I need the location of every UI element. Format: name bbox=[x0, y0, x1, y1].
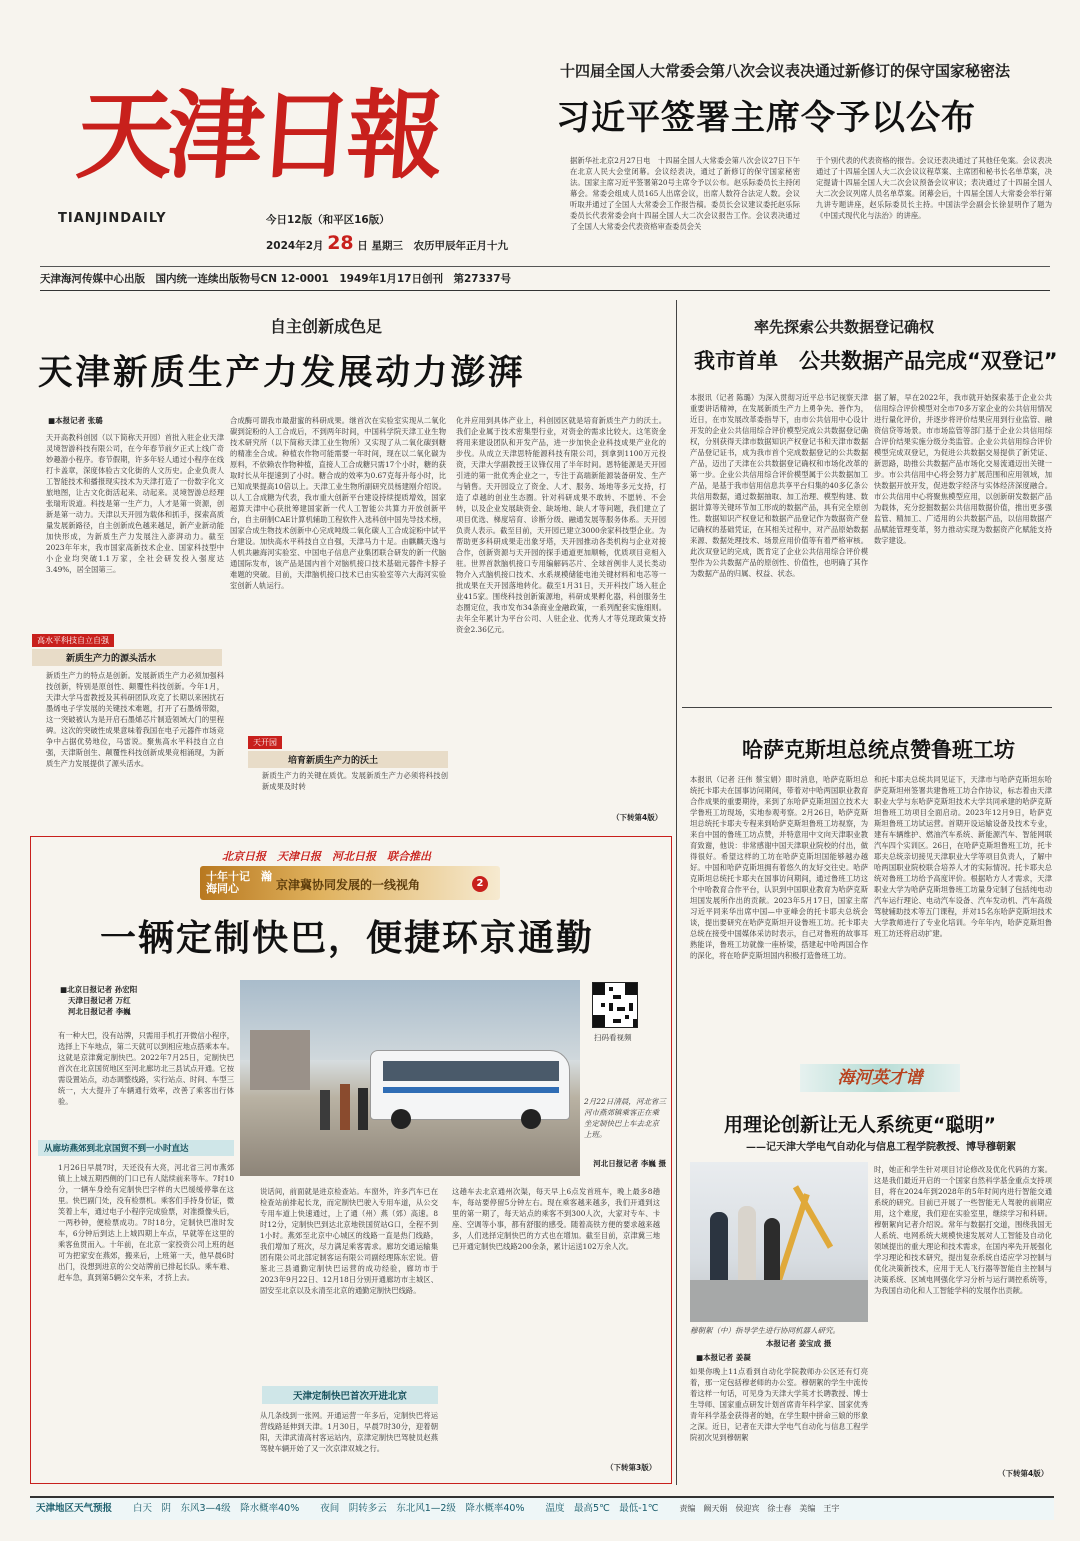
lead-col2: 合成酶可谓我市最甜蜜的科研成果。继首次在实验室实现从二氧化碳到淀粉的人工合成后，不到两年时间，中国科学院天津工业生物技术研究所（以下简称天津工业生物所）又实现了从二氧化碳到糖的精准全合成。种植农作物可能需要一年时间，现在以二氧化碳为原料，不依赖农作物种植，直接人工合成糖只需17个小时，糖的获取时长从年提速到了小时。糖合成的效率为0.67克每升每小时，比已知成果提高10倍以上。天津工业生物所副研究员杨建刚介绍说。以人工合成糖为代表，我市重大创新平台建设持续提质增效，国家超算天津中心获批筹建国家新一代人工智能公共算力开放创新平台，自主研制CAE计算机辅助工程软件入选科创中国先导技术榜，国家合成生物技术创新中心完成吨级二氧化碳人工合成淀粉中试平台建设。加快高水平科技自立自强，天津马力十足。由麒麟天逸与人机共融海河实验室、中国电子信息产业集团联合研发的新一代脑通国际发布，该产品是国内首个对脑机接口技术基础元器件卡脖子难题的突破。目前，天津脑机接口技术已由实验室等六大海河实验室创新人轨运行。 bbox=[230, 416, 446, 590]
talent-photo-caption: 穆朝絮（中）指导学生进行协同机器人研究。 bbox=[690, 1326, 840, 1335]
data-col1: 本报讯（记者 陈璐）为深入贯彻习近平总书记视察天津重要讲话精神，在发展新质生产力上勇争先、善作为，近日，在市发展改革委指导下，由市公共信用中心设计开发的企业公共信用综合评价模型完成公共数据登记确权，分别获得天津市数据知识产权登记书和天津市数据产品登记证书，成为我市首个完成数据登记的公共数据产品，迈出了天津在公共数据登记确权和市场化改革的第一步。企业公共信用综合评价模型属于公共数据加工产品，是基于我市信用信息共享平台归集的40多亿条公共信用数据，通过数据抽取、加工治理、模型构建、数据计算等关键环节加工形成的数据产品，具有完全原创性。数据知识产权登记和数据产品登记作为数据资产登记确权的基础凭证，在其相关过程中，对产品原始数据来源、数据处理技术、场景应用价值等有着严格审核。此次双登记的完成，既肯定了企业公共信用综合评价模型作为公共数据产品的原创性、价值性，也明确了其作为数据产品的归属、权益、状态。 bbox=[690, 393, 868, 578]
lead-tag1: 高水平科技自立自强 bbox=[32, 634, 114, 647]
lead-tag1-wrap bbox=[32, 628, 222, 666]
talent-photo bbox=[690, 1162, 868, 1322]
data-col2: 据了解，早在2022年，我市就开始探索基于企业公共信用综合评价模型对全市70多万家企业的公共信用情况进行量化评价，并逐步将评价结果应用到行业监管、融资信贷等场景。市市场监管等部门基于企业公共信用综合评价结果实施分级分类监管。企业公共信用综合评价模型完成双登记，为促进公共数据交易提供了新凭证、新思路，助推公共数据产品市场化交易流通迈出关键一步。市公共信用中心将会努力扩展范围和应用领域，加快数据开放开发，促进数字经济与实体经济深度融合。市公共信用中心将聚焦模型应用，以创新研发数据产品为载体，充分挖掘数据公共信用数据价值，推出更多强监管、精加工、广适用的公共数据产品，以信用数据产品赋能管理变革，努力推动实现为数据资产化赋能支持数字建设。 bbox=[874, 393, 1052, 545]
date-day: 28 bbox=[327, 232, 354, 254]
top-story-headline: 习近平签署主席令予以公布 bbox=[556, 98, 976, 138]
publisher-line: 天津海河传媒中心出版 国内统一连续出版物号CN 12-0001 1949年1月17日创刊 第27337号 bbox=[40, 266, 1050, 291]
bus-photo-caption: 2月22日清晨，河北省三河市燕郊镇乘客正在乘坐定制快巴上车去北京上班。 bbox=[584, 1097, 666, 1139]
weather-day: 白天 阴 东风3—4级 降水概率40% bbox=[133, 1503, 300, 1514]
editors: 责编 阚天娟 侯迎宾 徐士春 美编 王宇 bbox=[679, 1504, 840, 1513]
kazakh-col2: 和托卡耶夫总统共同见证下，天津市与哈萨克斯坦东哈萨克斯坦州签署共建鲁班工坊合作协议，标志着由天津职业大学与东哈萨克斯坦技术大学共同承建的哈萨克斯坦鲁班工坊项目全面启动。2023年12月9日，哈萨克斯坦鲁班工坊试运营。首期开设运输设备及技术专业，建有车辆维护、燃油汽车系统、新能源汽车、智能网联汽车四个实训区。26日，在哈萨克斯坦鲁班工坊，托卡耶夫总统亲切接见天津职业大学等项目负责人，了解中哈两国职业院校联合培养人才的实际情况。托卡耶夫总统对鲁班工坊给予高度评价。根据哈方人才需求，天津职业大学为哈萨克斯坦鲁班工坊量身定制了包括纯电动汽车运行理论、电动汽车设备、汽车发动机、汽车高级驾驶辅助技术等五门课程，并对15名东哈萨克斯坦技术大学教师进行了专业化培训。今年年内，哈萨克斯坦鲁班工坊还将启动扩建。 bbox=[874, 775, 1052, 938]
bus-col3: 这趟车去北京通州次渠，每天早上6点发首班车，晚上最多8趟车，每站要停留5分钟左右。现在乘客越来越多，我们开通到这里的第一期了，每天站点的乘客不到300人次，大家对专车、卡座、空调等小事，都有舒服的感受。随着高铁方便的要求越来越多，人们选择定制快巴的方式也在增加。截至目前，京津冀三地已开通定制快巴线路200余条，累计运送102万余人次。 bbox=[452, 1187, 660, 1251]
bus-continue[interactable]: （下转第3版） bbox=[606, 1463, 657, 1472]
logo-pinyin: TIANJINDAILY bbox=[58, 211, 167, 226]
bus-sub2: 天津定制快巴首次开进北京 bbox=[262, 1386, 438, 1404]
edition: 今日12版（和平区16版） bbox=[266, 214, 390, 226]
lead-tag2: 天开园 bbox=[248, 736, 282, 749]
talent-headline: 用理论创新让无人系统更“聪明” bbox=[724, 1114, 996, 1136]
kazakh-headline: 哈萨克斯坦总统点赞鲁班工坊 bbox=[742, 738, 1015, 762]
bus-series-number: 2 bbox=[472, 876, 488, 892]
data-headline: 我市首单 公共数据产品完成“双登记” bbox=[694, 349, 1058, 373]
talent-photo-credit: 本报记者 姜宝成 摄 bbox=[766, 1339, 832, 1348]
weather-label: 天津地区天气预报 bbox=[36, 1503, 113, 1514]
data-kicker: 率先探索公共数据登记确权 bbox=[754, 318, 935, 336]
lead-col3: 化并应用到具体产业上，科创园区就是培育新质生产力的沃土。我们企业属于技术密集型行业，对资金的需求比较大。这笔资金将用来建设团队和开发产品，进一步加快企业科技成果产业化的步伐。从成立天津思特能源科技有限公司，到拿到1100万元投资，天津大学副教授王议锋仅用了半年时间。恩特能源是天开园引进的第一批优秀企业之一，专注于高端新能源装备研发、生产与销售。天开园设立了资金、人才、服务、场地等多元支持，打造了卓越的创业生态圈。针对科研成果不敢转、不愿转、不会转，以及企业发展缺资金、缺场地、缺人才等问题，我们建立了项目优选、梯度培育、诊断分级、融通发展等服务体系。天开园负责人表示。截至目前，天开园已建立3000余家科技型企业。为帮助更多科研成果走出象牙塔，天开园推动各类机构与企业对接合作，创新资源与天开园的探手通道更加顺畅，优质项目竞相入驻。世界首款脑机接口专用编解码芯片、全球首例非人灵长类动物介入式脑机接口技术、水系规模储能电池关键材料和电芯等一批成果在天开园落地转化。截至1月31日，天开科技广场入驻企业415家。围绕科技创新策源地，科研成果孵化器，科创服务生态圈定位，我市发布34条商业金融政策，一系列配套实施细则。去年全年累计为平台公司、人驻企业、优秀人才等兑现政策支持资金2.36亿元。 bbox=[456, 416, 666, 634]
lead-continue[interactable]: （下转第4版） bbox=[612, 813, 663, 822]
lead-sub1: 新质生产力的源头活水 bbox=[32, 649, 222, 666]
lead-kicker: 自主创新成色足 bbox=[270, 317, 383, 336]
talent-banner: 海河英才谱 bbox=[800, 1064, 960, 1092]
bus-col2b: 从几条线到一张网。开通运营一年多后，定制快巴将运营线路延伸到天津。1月30日，早晨7时30分，迎着朝阳，天津武清高村客运站内，京津定制快巴驾驶员赵燕驾驶车辆开始了又一次京津双城之行。 bbox=[260, 1411, 438, 1453]
top-story-body-right: 于个别代表的代表资格的报告。会议还表决通过了其他任免案。会议表决通过了十四届全国人大二次会议议程草案、主席团和秘书长名单草案，决定提请十四届全国人大二次会议预备会议审议；表决通过了十四届全国人大二次会议列席人员名单草案。闭幕会后，十四届全国人大常委会举行第九讲专题讲座，赵乐际委员长主持。中国法学会副会长徐显明作了题为《中国式现代化与法治》的讲座。 bbox=[816, 156, 1052, 220]
talent-continue[interactable]: （下转第4版） bbox=[998, 1469, 1049, 1478]
logo: 天津日報 bbox=[73, 79, 442, 192]
lead-headline: 天津新质生产力发展动力澎湃 bbox=[38, 353, 526, 393]
divider-data-kazakh bbox=[682, 707, 1052, 708]
lead-col1b: 新质生产力的特点是创新。发展新质生产力必须加强科技创新，特别是原创性、颠覆性科技创新。今年1月，天津大学马雷教授及其科研团队攻克了长期以来困扰石墨烯电子学发展的关键技术难题，打开了石墨烯带隙，这一突破被认为是开启石墨烯芯片制造领域大门的里程碑。这次的突破性成果意味着我国在电子元器件市场竞争中占据优势地位，马雷说。聚焦高水平科技自立自强，天津斯创生、颠覆性科技创新成果竞相涌现，为新质生产力发展提供了源头活水。 bbox=[46, 671, 224, 768]
lead-sub2: 培育新质生产力的沃土 bbox=[248, 751, 448, 768]
bus-photo bbox=[240, 980, 580, 1176]
weather-night: 夜间 阴转多云 东北风1—2级 降水概率40% bbox=[320, 1503, 525, 1514]
byline-3: 河北日报记者 李巍 bbox=[68, 1007, 131, 1016]
date-suffix: 日 星期三 农历甲辰年正月十九 bbox=[357, 240, 508, 252]
bus-col1: 1月26日早晨7时，天还没有大亮，河北省三河市燕郊镇上上城五期西侧的门口已有人陆续前来等车。7时10分，一辆车身绘有定制快巴字样的大巴缓缓停靠在这里。快巴副门处，没有检票机。乘客们手持身份证，微笑着上车，通过电子小程序完成验票，对准摄像头后，一两秒钟，便检票成功。7时18分，定制快巴准时发车，6分钟后到达上上城四期上车点，早就等在这里的乘客鱼贯而入。十年前，在北京一家投资公司上班的赵可为把家安在燕郊，搬来后，上班第一天，他早晨6时出门，没想到进京的公交站牌前已排起长队。乘车难、赶车急，真到第5辆公交车来，才挤上去。 bbox=[58, 1163, 234, 1282]
talent-col2: 时，她正和学生针对项目讨论修改及优化代码的方案。这是我们最近开启的一个国家自然科学基金重点支持项目，将在2024年到2028年的5年时间内进行智能交通系统的研究。目前已开展了一些智能无人驾驶的前期应用，这个难度，我们迎在实验室里，继续学习和科研。穆朝絮向记者介绍说。常年与数据打交道，围绕我国无人系统、电网系统大规模快速发展对人工智能及自动化领域提出的重大理论和技术需求，在国内率先开展强化学习理论和技术研究，提出复杂系统自适应学习控制与优化决策新技术，应用于无人飞行器等智能自主控制与决策系统、区域电网强化学习分析与运行调控系统等，为我国自动化和人工智能学科的发展作出贡献。 bbox=[874, 1165, 1052, 1295]
bus-intro: 有一种大巴，没有站牌，只需用手机打开微信小程序，选择上下车地点，第二天就可以到相应地点搭乘本车。这就是京津冀定制快巴。2022年7月25日，定制快巴首次在北京国贸地区至河北廊坊北三县试点开通。它按需设置站点，动态调整线路，实行站点、时间、车型三统一，大大提升了车辆通行效率，改善了乘客出行体验。 bbox=[58, 1031, 234, 1106]
bus-partner-line: 北京日报 天津日报 河北日报 联合推出 bbox=[222, 850, 431, 863]
top-story-body-left: 据新华社北京2月27日电 十四届全国人大常委会第八次会议27日下午在北京人民大会堂闭幕。会议经表决，通过了新修订的保守国家秘密法。国家主席习近平签署第20号主席令予以公布。赵乐际委员长主持闭幕会。常委会组成人员165人出席会议，出席人数符合法定人数。会议听取并通过了全国人大常委会工作报告稿。委员长会议建议委托赵乐际委员长代表常委会向十四届全国人大二次会议报告工作。会议表决通过了全国人大常委会代表资格审查委员会关 bbox=[570, 156, 800, 231]
lead-col2b: 新质生产力的关键在质优。发展新质生产力必须将科技创新成果及时转 bbox=[262, 771, 448, 791]
lead-col1: 天开高教科创园（以下简称天开园）首批入驻企业天津灵境智游科技有限公司，在今年春节前夕正式上线广奇妙趣游小程序。春节假期，许多年轻人通过小程序在线打卡盖章，深度体验古文化街的人文历史。企业负责人工智能技术和播报现实技术为天津打造了一份数字化文旅地图，让古文化街活起来、动起来。灵境智游总经理张瑞珩说道。科技是第一生产力，人才是第一资源，创新是第一动力。天津以天开园为载体和抓手，探索高质量发展新路径，自主创新成色越来越足，新产业新动能加快形成，为新质生产力发展注入澎湃动力。截至2023年年末，我市国家高新技术企业、国家科技型中小企业均突破1.1万家，全社会研发投入强度达3.49%，居全国第三。 bbox=[46, 433, 224, 574]
bus-col2: 说话间，前面就是进京检查站。车窗外，许多汽车已在检查站前排起长龙，而定制快巴驶入专用车道，从公交专用车道上快速通过，上了通（州）燕（郊）高速。8时12分，定制快巴到达北京地铁国贸站G口，全程不到1小时。燕郊至北京中心城区的线路一直是热门线路，我们增加了班次，尽力满足乘客需求。廊坊交通运输集团有限公司北部定制客运有限公司副经理陈东宏说。借鉴北三县通勤定制快巴运营的成功经验，廊坊市于2023年9月22日、12月18日分别开通廊坊市主城区、固安至北京以及永清至北京的通勤定制快巴线路。 bbox=[260, 1187, 438, 1295]
byline-2: 天津日报记者 万红 bbox=[68, 996, 131, 1005]
qr-code-icon bbox=[593, 983, 637, 1027]
lead-byline: ■本报记者 张璐 bbox=[48, 416, 103, 425]
talent-col1: 如果你晚上11点看到自动化学院教师办公区还有灯亮着，那一定包括穆老师的办公室。穆朝絮的学生中流传着这样一句话，可见身为天津大学英才长聘教授、博士生导师、国家重点研发计划首席青年科学家、国家优秀青年科学基金获得者的她，在学生眼中拼命三娘的形象之深。近日，记者在天津大学电气自动化与信息工程学院初次见到穆朝絮 bbox=[690, 1367, 868, 1442]
column-divider bbox=[676, 300, 677, 1485]
bus-series-badge: 十年十记 瀚海同心 bbox=[206, 870, 272, 895]
bus-illustration bbox=[370, 1050, 570, 1120]
qr-code[interactable] bbox=[592, 982, 638, 1028]
top-story-kicker: 十四届全国人大常委会第八次会议表决通过新修订的保守国家秘密法 bbox=[560, 62, 1011, 80]
weather-temp: 温度 最高5℃ 最低-1℃ bbox=[545, 1503, 659, 1514]
kazakh-col1: 本报讯（记者 汪伟 蔡宝娟）即时消息，哈萨克斯坦总统托卡耶夫在国事访问期间，带着对中哈两国职业教育合作成果的重要期待，来到了东哈萨克斯坦国立技术大学鲁班工坊现场，实地参观考察。2月26日，哈萨克斯坦总统托卡耶夫专程来到哈萨克斯坦鲁班工坊视察，为来自中国的鲁班工坊点赞，并特意用中文向天津职业教育致谢，他说：非常感谢中国天津职业院校的付出，做得很好。希望这样的工坊在哈萨克斯坦国能够越办越好。中国和哈萨克斯坦拥有着悠久的友好交往史。哈萨克斯坦总统托卡耶夫在国事访问期间，通过鲁班工坊这个中哈教育合作平台，认识到中国职业教育为哈萨克斯坦国发展所作出的贡献。2023年5月17日，国家主席习近平同来华出席中国—中亚峰会的托卡耶夫总统会谈，提出要研究在哈萨克斯坦开设鲁班工坊。托卡耶夫总统在接受中国媒体采访时表示，自己对鲁班的故事耳熟能详，鲁班工坊就像一座桥梁，搭建起中哈两国合作的深化，将在哈萨克斯坦国内积极打造鲁班工坊。 bbox=[690, 775, 868, 960]
qr-caption: 扫码看视频 bbox=[594, 1033, 632, 1042]
bus-photo-credit: 河北日报记者 李巍 摄 bbox=[593, 1159, 666, 1168]
date-prefix: 2024年2月 bbox=[266, 240, 324, 252]
talent-subhead: ——记天津大学电气自动化与信息工程学院教授、博导穆朝絮 bbox=[746, 1142, 1016, 1153]
bus-headline: 一辆定制快巴，便捷环京通勤 bbox=[100, 918, 595, 959]
bus-sub1: 从廊坊燕郊到北京国贸不到一小时直达 bbox=[38, 1140, 234, 1156]
lead-tag2-wrap bbox=[248, 730, 448, 768]
weather-footer bbox=[30, 1496, 1054, 1520]
talent-byline: ■本报记者 姜凝 bbox=[696, 1353, 751, 1362]
bus-bylines bbox=[60, 984, 137, 1017]
byline-1: ■北京日报记者 孙宏阳 bbox=[60, 985, 138, 994]
issue-date bbox=[266, 232, 508, 254]
bus-series-title: 京津冀协同发展的一线视角 bbox=[276, 878, 421, 892]
